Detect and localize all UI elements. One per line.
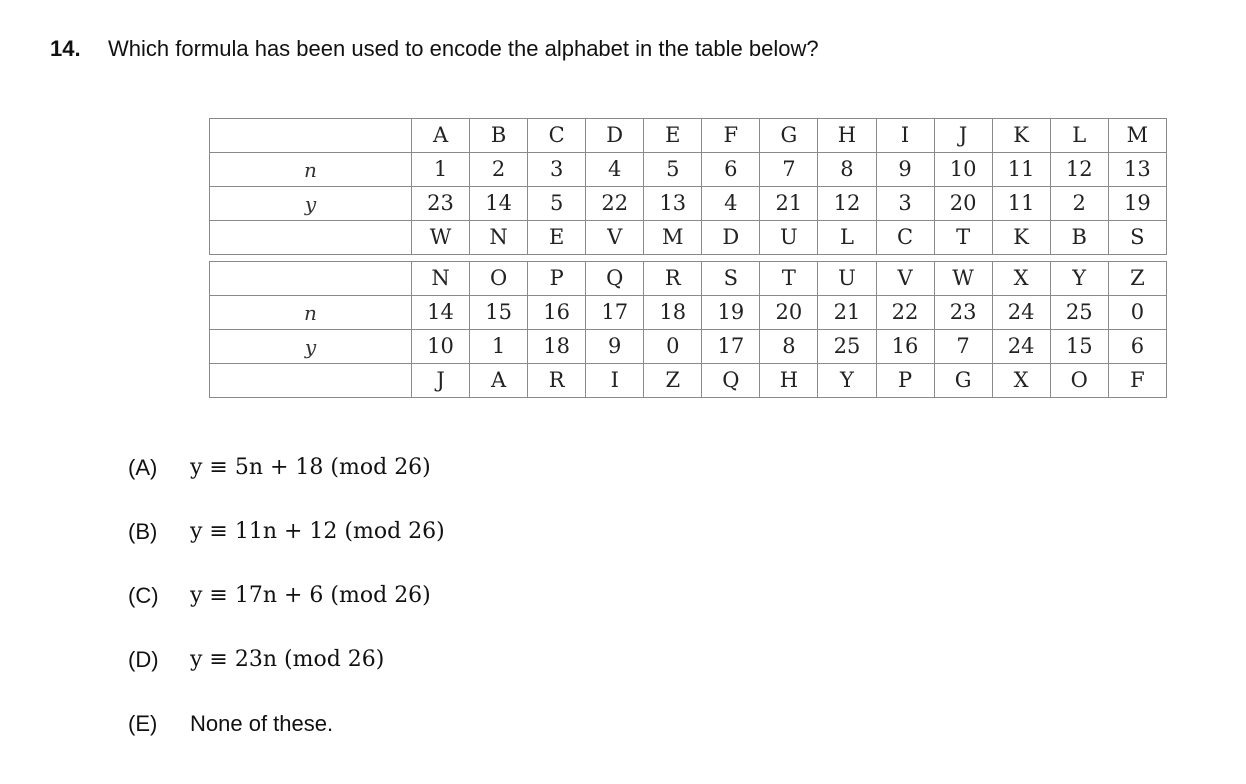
table-cell: 9 (876, 153, 934, 187)
table-cell: Q (586, 262, 644, 296)
option-c[interactable] (128, 583, 445, 647)
row-label (210, 364, 412, 398)
option-text: None of these. (190, 711, 334, 736)
table-cell: J (412, 364, 470, 398)
option-label: (B) (128, 519, 158, 544)
table-cell: 14 (412, 296, 470, 330)
table-cell: 24 (992, 330, 1050, 364)
table-cell: 0 (1108, 296, 1166, 330)
table-cell: 1 (412, 153, 470, 187)
table-cell: K (992, 119, 1050, 153)
row-label: n (210, 296, 412, 330)
y-row (210, 187, 1167, 221)
table-cell: 5 (528, 187, 586, 221)
table-cell: 21 (818, 296, 876, 330)
y-row (210, 330, 1167, 364)
table-cell: N (470, 221, 528, 255)
table-cell: M (1108, 119, 1166, 153)
row-label: n (210, 153, 412, 187)
table-cell: R (644, 262, 702, 296)
option-label: (D) (128, 647, 159, 672)
table-cell: W (934, 262, 992, 296)
option-label: (E) (128, 711, 158, 736)
encoding-table-2 (209, 261, 1167, 398)
table-cell: 10 (934, 153, 992, 187)
table-cell: V (876, 262, 934, 296)
table-cell: L (1050, 119, 1108, 153)
row-label (210, 221, 412, 255)
row-label: y (210, 187, 412, 221)
table-cell: E (644, 119, 702, 153)
table-cell: 12 (818, 187, 876, 221)
table-cell: 21 (760, 187, 818, 221)
table-cell: L (818, 221, 876, 255)
table-cell: 9 (586, 330, 644, 364)
table-cell: O (470, 262, 528, 296)
option-formula: y ≡ 17n + 6 (mod 26) (190, 583, 431, 608)
table-cell: H (818, 119, 876, 153)
table-cell: 6 (702, 153, 760, 187)
table-cell: 6 (1108, 330, 1166, 364)
table-cell: G (934, 364, 992, 398)
table-cell: 1 (470, 330, 528, 364)
table-cell: 2 (1050, 187, 1108, 221)
table-cell: 20 (760, 296, 818, 330)
table-cell: Z (1108, 262, 1166, 296)
table-cell: 17 (702, 330, 760, 364)
table-cell: N (412, 262, 470, 296)
table-cell: W (412, 221, 470, 255)
option-e[interactable] (128, 711, 445, 775)
table-cell: E (528, 221, 586, 255)
table-cell: S (702, 262, 760, 296)
table-cell: Y (1050, 262, 1108, 296)
table-cell: M (644, 221, 702, 255)
encoding-table-1 (209, 118, 1167, 255)
table-cell: 2 (470, 153, 528, 187)
encoding-tables (209, 118, 1167, 398)
table-cell: 7 (760, 153, 818, 187)
table-cell: K (992, 221, 1050, 255)
letters-row (210, 262, 1167, 296)
table-cell: 18 (644, 296, 702, 330)
table-cell: 22 (876, 296, 934, 330)
table-cell: D (586, 119, 644, 153)
table-cell: Z (644, 364, 702, 398)
letters-row (210, 119, 1167, 153)
option-label: (A) (128, 455, 158, 480)
table-cell: 4 (586, 153, 644, 187)
option-d[interactable] (128, 647, 445, 711)
table-cell: A (412, 119, 470, 153)
table-cell: I (876, 119, 934, 153)
table-cell: 25 (1050, 296, 1108, 330)
table-cell: 15 (470, 296, 528, 330)
table-cell: U (818, 262, 876, 296)
table-cell: V (586, 221, 644, 255)
table-cell: 0 (644, 330, 702, 364)
table-cell: F (702, 119, 760, 153)
table-cell: 14 (470, 187, 528, 221)
table-cell: 4 (702, 187, 760, 221)
table-cell: 11 (992, 187, 1050, 221)
table-cell: 16 (528, 296, 586, 330)
table-cell: 8 (818, 153, 876, 187)
table-cell: S (1108, 221, 1166, 255)
option-a[interactable] (128, 455, 445, 519)
table-cell: D (702, 221, 760, 255)
table-cell: B (470, 119, 528, 153)
table-cell: 22 (586, 187, 644, 221)
table-cell: H (760, 364, 818, 398)
answer-options (128, 455, 445, 775)
n-row (210, 296, 1167, 330)
table-cell: 17 (586, 296, 644, 330)
table-cell: 23 (412, 187, 470, 221)
table-cell: 8 (760, 330, 818, 364)
table-cell: 12 (1050, 153, 1108, 187)
table-cell: 16 (876, 330, 934, 364)
option-formula: y ≡ 23n (mod 26) (190, 647, 385, 672)
table-cell: 13 (644, 187, 702, 221)
table-cell: U (760, 221, 818, 255)
table-cell: 20 (934, 187, 992, 221)
table-cell: 25 (818, 330, 876, 364)
table-cell: R (528, 364, 586, 398)
encoded-row (210, 364, 1167, 398)
table-cell: 19 (702, 296, 760, 330)
table-cell: X (992, 364, 1050, 398)
table-cell: O (1050, 364, 1108, 398)
table-cell: 15 (1050, 330, 1108, 364)
table-cell: B (1050, 221, 1108, 255)
table-cell: 11 (992, 153, 1050, 187)
table-cell: J (934, 119, 992, 153)
table-cell: Q (702, 364, 760, 398)
question-number: 14. (50, 36, 81, 61)
table-cell: 10 (412, 330, 470, 364)
n-row (210, 153, 1167, 187)
option-b[interactable] (128, 519, 445, 583)
table-cell: 3 (528, 153, 586, 187)
option-label: (C) (128, 583, 159, 608)
table-cell: P (528, 262, 586, 296)
table-cell: 18 (528, 330, 586, 364)
table-cell: 19 (1108, 187, 1166, 221)
question-heading (50, 36, 819, 62)
table-cell: X (992, 262, 1050, 296)
table-cell: 24 (992, 296, 1050, 330)
question-text: Which formula has been used to encode the alphabet in the table below? (108, 36, 819, 61)
table-cell: 7 (934, 330, 992, 364)
table-cell: P (876, 364, 934, 398)
row-label (210, 262, 412, 296)
table-cell: 3 (876, 187, 934, 221)
table-cell: T (760, 262, 818, 296)
row-label (210, 119, 412, 153)
table-cell: A (470, 364, 528, 398)
table-cell: G (760, 119, 818, 153)
option-formula: y ≡ 5n + 18 (mod 26) (190, 455, 431, 480)
table-cell: C (876, 221, 934, 255)
table-cell: F (1108, 364, 1166, 398)
row-label: y (210, 330, 412, 364)
option-formula: y ≡ 11n + 12 (mod 26) (190, 519, 445, 544)
table-cell: 23 (934, 296, 992, 330)
table-cell: Y (818, 364, 876, 398)
table-cell: T (934, 221, 992, 255)
encoded-row (210, 221, 1167, 255)
table-cell: I (586, 364, 644, 398)
table-cell: 13 (1108, 153, 1166, 187)
table-cell: 5 (644, 153, 702, 187)
table-cell: C (528, 119, 586, 153)
